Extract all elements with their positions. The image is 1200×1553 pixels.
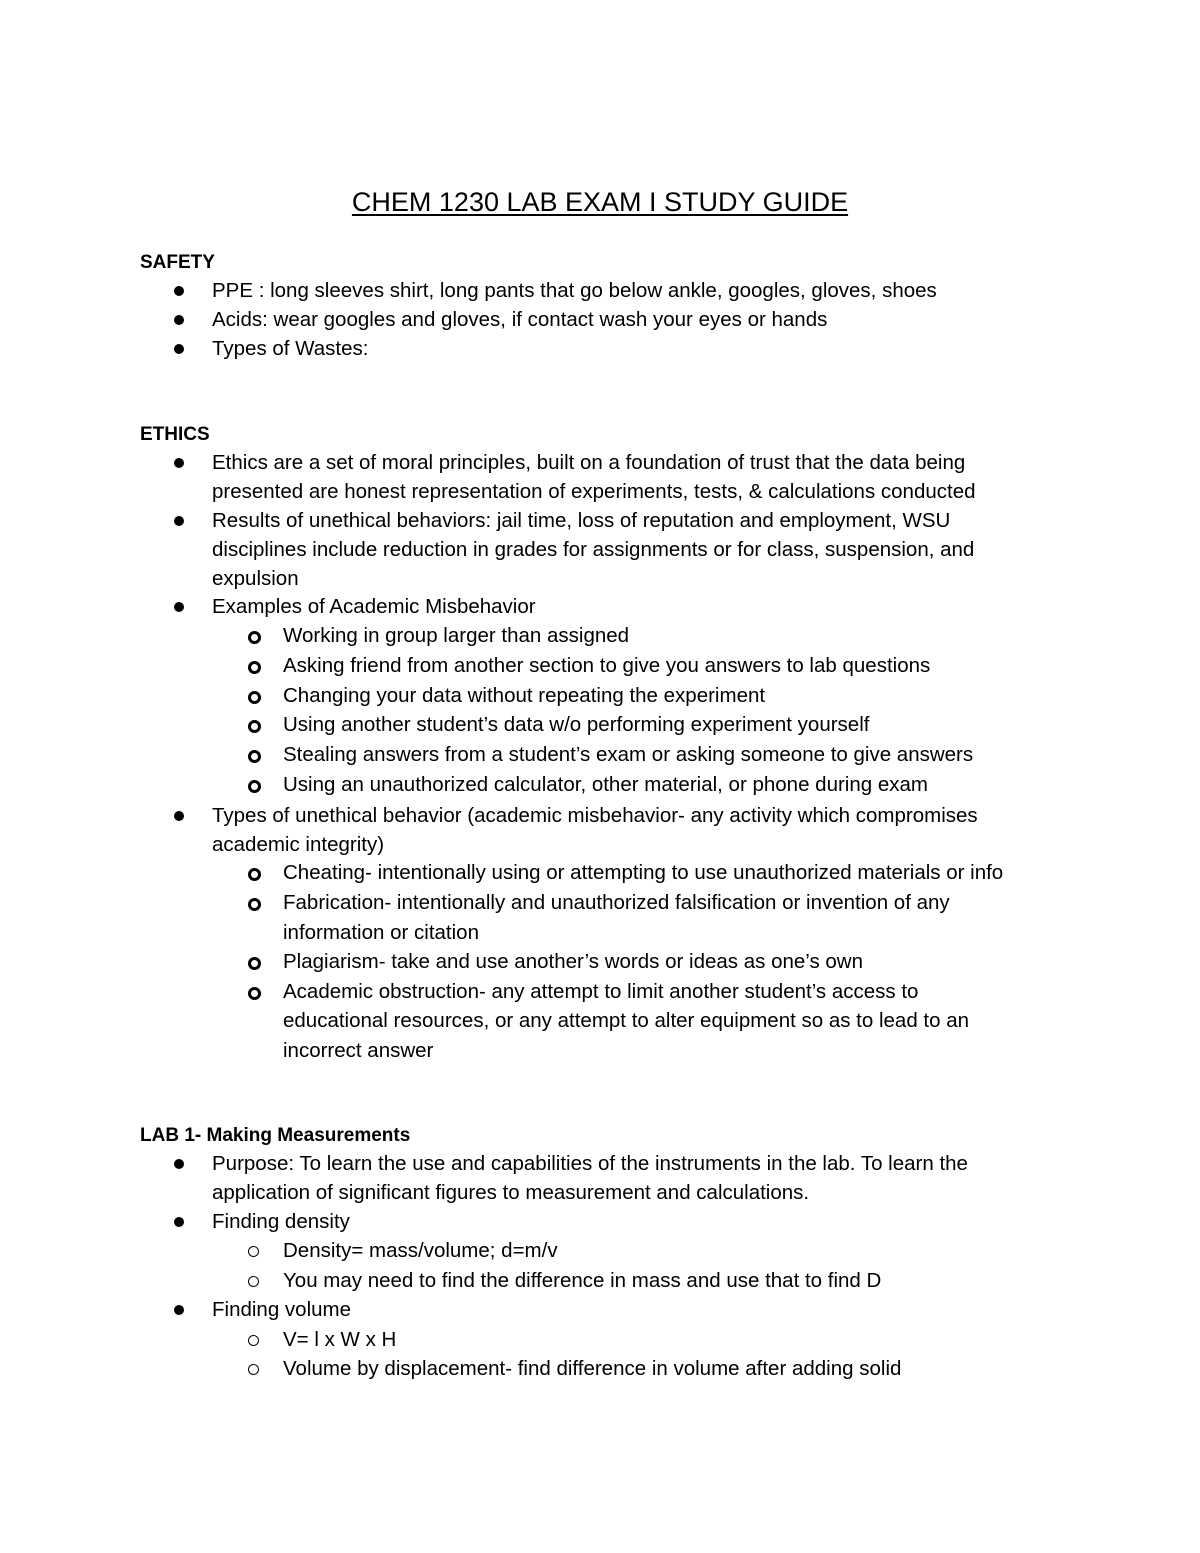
sub-list-item: Asking friend from another section to give you answers to lab questions <box>283 654 931 677</box>
bullet-icon <box>174 1305 184 1315</box>
list-item: Types of unethical behavior (academic misbehavior- any activity which compromises <box>212 804 978 827</box>
sub-list-item-continuation: educational resources, or any attempt to alter equipment so as to lead to an <box>283 1009 970 1032</box>
section-heading-safety: SAFETY <box>140 252 215 273</box>
sub-bullet-icon <box>248 1335 259 1346</box>
sub-list-item: Changing your data without repeating the experiment <box>283 684 766 707</box>
sub-bullet-icon <box>248 661 261 674</box>
sub-bullet-icon <box>248 898 261 911</box>
sub-list-item: Plagiarism- take and use another’s words or ideas as one’s own <box>283 950 864 973</box>
sub-bullet-icon <box>248 868 261 881</box>
sub-bullet-icon <box>248 750 261 763</box>
list-item: Finding density <box>212 1210 350 1233</box>
sub-bullet-icon <box>248 1276 259 1287</box>
bullet-icon <box>174 1217 184 1227</box>
sub-list-item: Density= mass/volume; d=m/v <box>283 1239 558 1262</box>
bullet-icon <box>174 344 184 354</box>
list-item: Examples of Academic Misbehavior <box>212 595 536 618</box>
sub-list-item: You may need to find the difference in mass and use that to find D <box>283 1269 882 1292</box>
sub-bullet-icon <box>248 987 261 1000</box>
bullet-icon <box>174 286 184 296</box>
list-item-continuation: application of significant figures to measurement and calculations. <box>212 1181 810 1204</box>
list-item: Finding volume <box>212 1298 352 1321</box>
list-item: Results of unethical behaviors: jail time, loss of reputation and employment, WSU <box>212 509 951 532</box>
sub-list-item-continuation: information or citation <box>283 921 479 944</box>
list-item-continuation: academic integrity) <box>212 833 385 856</box>
sub-bullet-icon <box>248 957 261 970</box>
sub-bullet-icon <box>248 780 261 793</box>
sub-bullet-icon <box>248 720 261 733</box>
sub-bullet-icon <box>248 691 261 704</box>
list-item: PPE : long sleeves shirt, long pants that go below ankle, googles, gloves, shoes <box>212 279 937 302</box>
section-heading-ethics: ETHICS <box>140 424 210 445</box>
sub-list-item: V= l x W x H <box>283 1328 397 1351</box>
bullet-icon <box>174 602 184 612</box>
section-heading-lab1: LAB 1- Making Measurements <box>140 1125 411 1146</box>
bullet-icon <box>174 315 184 325</box>
sub-list-item: Volume by displacement- find difference in volume after adding solid <box>283 1357 902 1380</box>
list-item: Acids: wear googles and gloves, if contact wash your eyes or hands <box>212 308 828 331</box>
list-item-continuation: disciplines include reduction in grades for assignments or for class, suspension, and <box>212 538 975 561</box>
sub-list-item: Cheating- intentionally using or attempting to use unauthorized materials or info <box>283 861 1004 884</box>
sub-list-item: Working in group larger than assigned <box>283 624 630 647</box>
sub-list-item-continuation: incorrect answer <box>283 1039 434 1062</box>
list-item: Types of Wastes: <box>212 337 369 360</box>
sub-bullet-icon <box>248 631 261 644</box>
sub-bullet-icon <box>248 1364 259 1375</box>
sub-list-item: Academic obstruction- any attempt to limit another student’s access to <box>283 980 919 1003</box>
sub-list-item: Using an unauthorized calculator, other material, or phone during exam <box>283 773 928 796</box>
list-item-continuation: expulsion <box>212 567 299 590</box>
bullet-icon <box>174 811 184 821</box>
list-item: Purpose: To learn the use and capabilities of the instruments in the lab. To learn the <box>212 1152 968 1175</box>
page-title: CHEM 1230 LAB EXAM I STUDY GUIDE <box>351 187 849 217</box>
list-item: Ethics are a set of moral principles, built on a foundation of trust that the data being <box>212 451 966 474</box>
sub-bullet-icon <box>248 1246 259 1257</box>
bullet-icon <box>174 516 184 526</box>
sub-list-item: Stealing answers from a student’s exam or asking someone to give answers <box>283 743 974 766</box>
list-item-continuation: presented are honest representation of experiments, tests, & calculations conducted <box>212 480 976 503</box>
bullet-icon <box>174 1159 184 1169</box>
sub-list-item: Using another student’s data w/o performing experiment yourself <box>283 713 870 736</box>
sub-list-item: Fabrication- intentionally and unauthorized falsification or invention of any <box>283 891 950 914</box>
bullet-icon <box>174 458 184 468</box>
